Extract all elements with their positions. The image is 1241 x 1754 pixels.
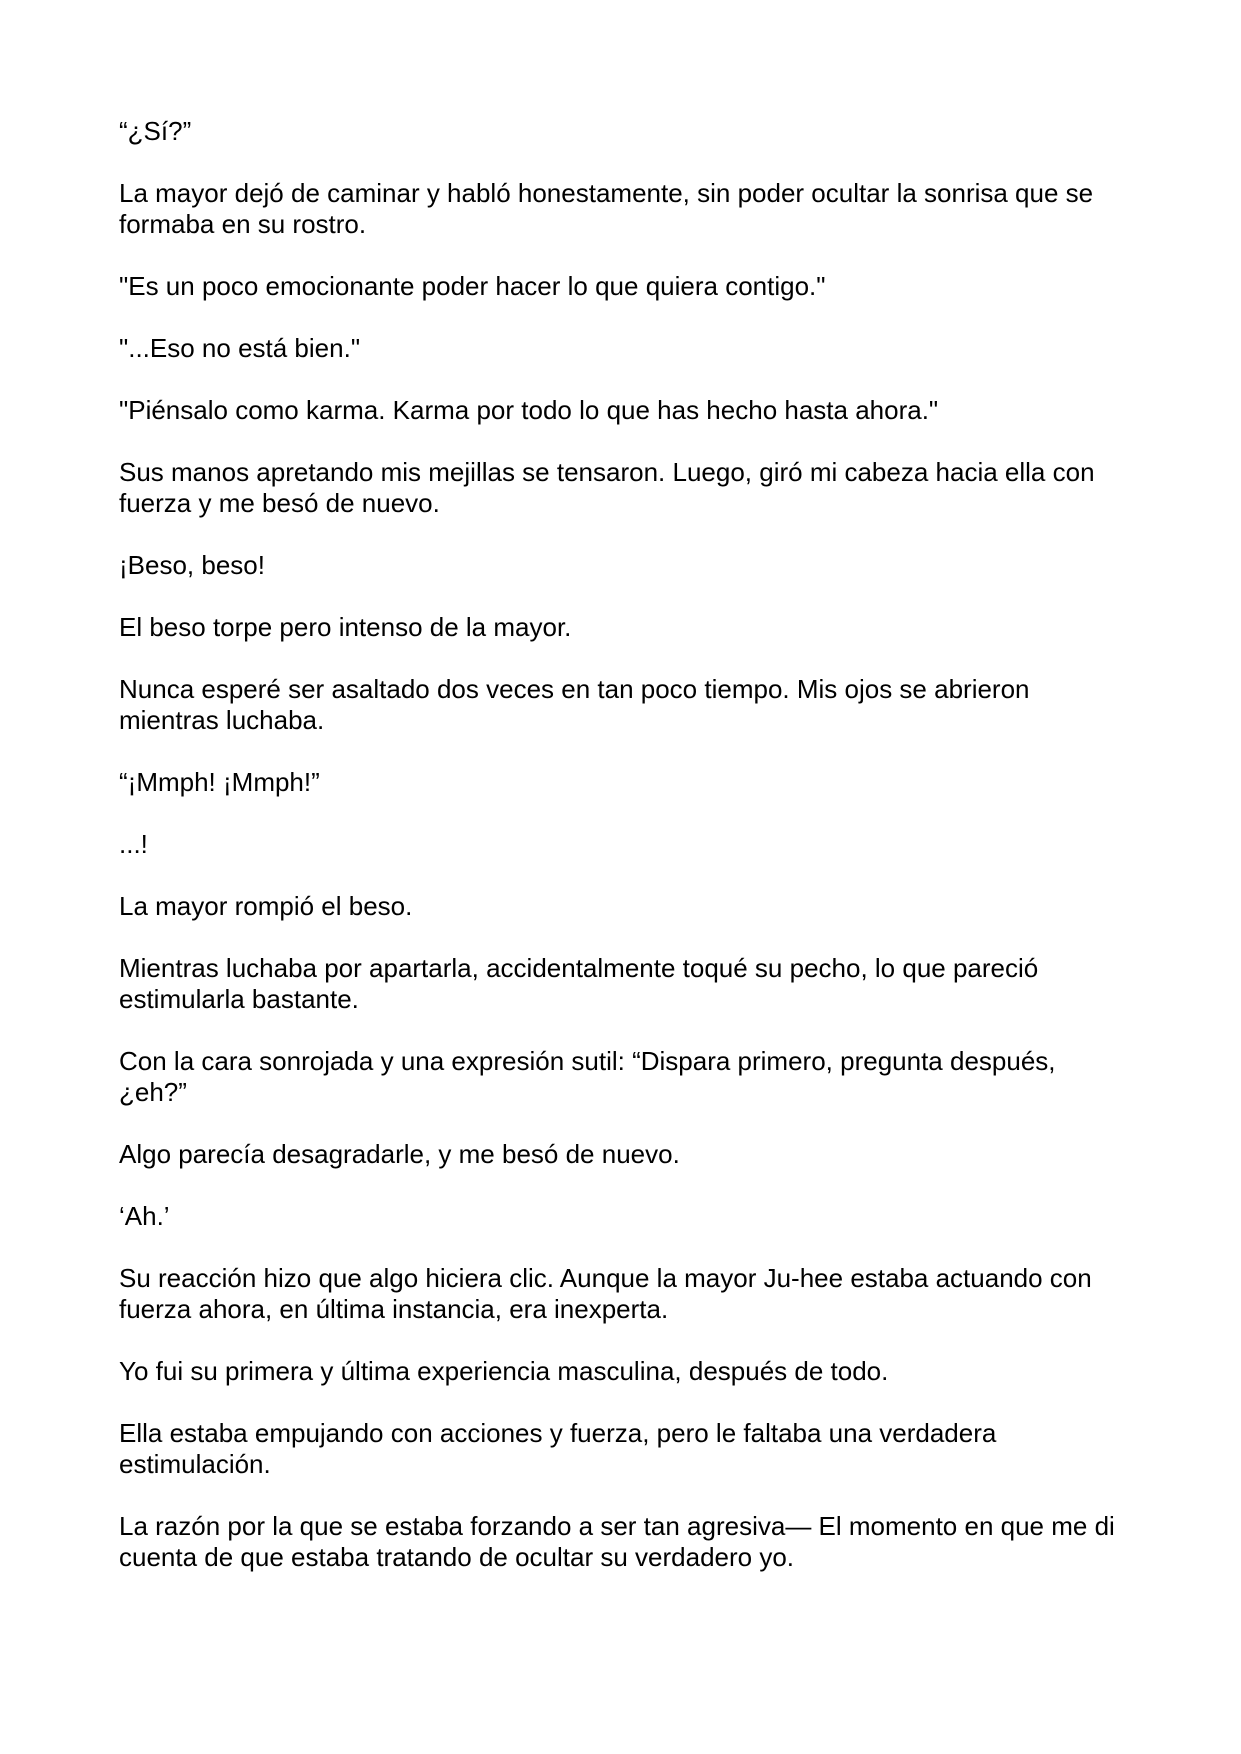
paragraph: "...Eso no está bien."	[119, 333, 361, 363]
paragraph: ‘Ah.’	[119, 1201, 170, 1231]
paragraph: ¡Beso, beso!	[119, 550, 265, 580]
paragraph: El beso torpe pero intenso de la mayor.	[119, 612, 572, 642]
paragraph: Nunca esperé ser asaltado dos veces en tan poco tiempo. Mis ojos se abrieron mientras luchaba.	[119, 674, 1030, 735]
paragraph: "Es un poco emocionante poder hacer lo que quiera contigo."	[119, 271, 826, 301]
paragraph: ...!	[119, 829, 148, 859]
paragraph: "Piénsalo como karma. Karma por todo lo que has hecho hasta ahora."	[119, 395, 939, 425]
paragraph: “¿Sí?”	[119, 116, 192, 146]
paragraph: La mayor dejó de caminar y habló honestamente, sin poder ocultar la sonrisa que se formaba en su rostro.	[119, 178, 1094, 239]
paragraph: Con la cara sonrojada y una expresión sutil: “Dispara primero, pregunta después, ¿eh?”	[119, 1046, 1056, 1107]
paragraph: La mayor rompió el beso.	[119, 891, 413, 921]
paragraph: Mientras luchaba por apartarla, accidentalmente toqué su pecho, lo que pareció estimularla bastante.	[119, 953, 1039, 1014]
paragraph: “¡Mmph! ¡Mmph!”	[119, 767, 320, 797]
paragraph: Su reacción hizo que algo hiciera clic. Aunque la mayor Ju-hee estaba actuando con fuerza ahora, en última instancia, era inexperta.	[119, 1263, 1092, 1324]
paragraph: Sus manos apretando mis mejillas se tensaron. Luego, giró mi cabeza hacia ella con fuerza y me besó de nuevo.	[119, 457, 1095, 518]
paragraph: Algo parecía desagradarle, y me besó de nuevo.	[119, 1139, 680, 1169]
paragraph: Ella estaba empujando con acciones y fuerza, pero le faltaba una verdadera estimulación.	[119, 1418, 997, 1479]
document-body	[119, 116, 1119, 1604]
paragraph: Yo fui su primera y última experiencia masculina, después de todo.	[119, 1356, 889, 1386]
paragraph: La razón por la que se estaba forzando a ser tan agresiva— El momento en que me di cuenta de que estaba tratando de ocultar su verdadero yo.	[119, 1511, 1115, 1572]
